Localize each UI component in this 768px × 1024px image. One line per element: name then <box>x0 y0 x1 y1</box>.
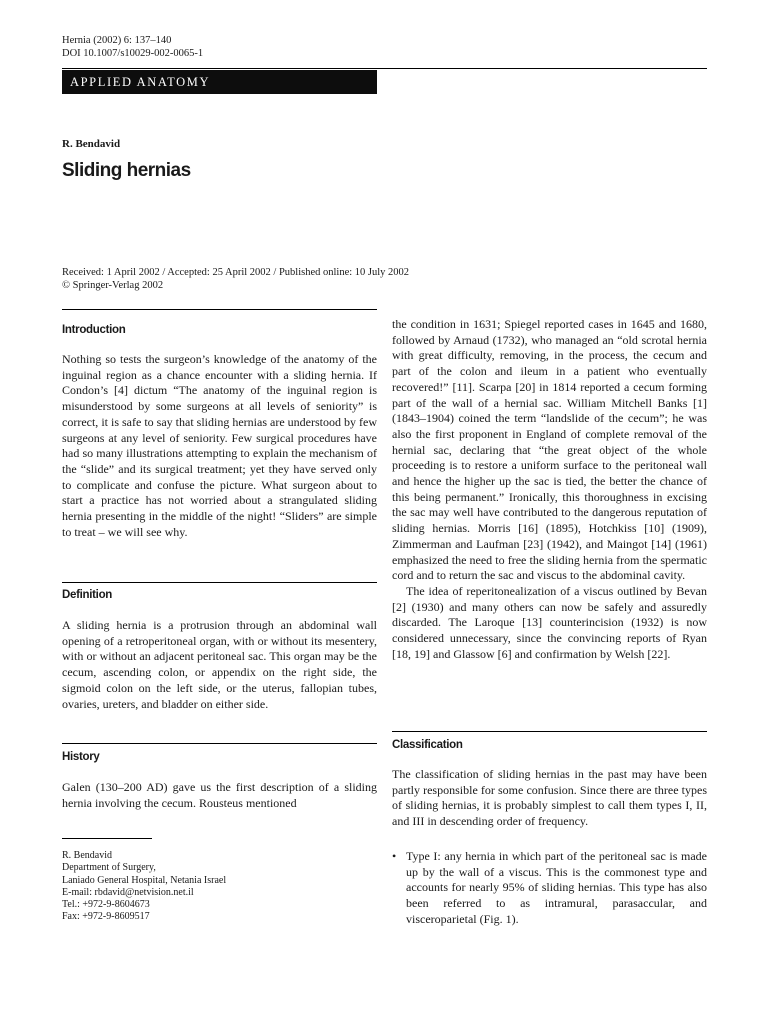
article-title: Sliding hernias <box>62 160 191 181</box>
section-label-banner: APPLIED ANATOMY <box>62 70 377 94</box>
footnote-rule <box>62 838 152 839</box>
heading-classification: Classification <box>392 739 463 751</box>
heading-history: History <box>62 751 100 763</box>
doi: DOI 10.1007/s10029-002-0065-1 <box>62 48 204 59</box>
footnote-fax: Fax: +972-9-8609517 <box>62 911 150 923</box>
footnote-email: E-mail: rbdavid@netvision.net.il <box>62 886 194 898</box>
footnote-phone: Tel.: +972-9-8604673 <box>62 899 150 911</box>
header-rule <box>62 68 707 69</box>
heading-introduction: Introduction <box>62 324 126 336</box>
classification-paragraph: The classification of sliding hernias in the past may have been partly responsible for some confusion. Since there are three types of sliding hernias, it is probably simplest to call them types I, II, and III in descending order of frequency. <box>392 767 707 829</box>
copyright: © Springer-Verlag 2002 <box>62 280 164 291</box>
section-rule <box>62 743 377 744</box>
history-paragraph-2: The idea of reperitonealization of a viscus outlined by Bevan [2] (1930) and many others can now be safely and assuredly discarded. The Laroque [13] counterincision (1932) is now considered unnecessary, since the convincing reports of Ryan [18, 19] and Glassow [6] and confirmation by Welsh [22]. <box>392 583 707 661</box>
footnote-name: R. Bendavid <box>62 850 112 861</box>
bullet-icon: • <box>392 849 397 863</box>
publication-dates: Received: 1 April 2002 / Accepted: 25 April 2002 / Published online: 10 July 2002 <box>62 267 410 278</box>
section-rule <box>62 309 377 310</box>
history-paragraph-start: Galen (130–200 AD) gave us the first description of a sliding hernia involving the cecum. Rousteus mentioned <box>62 780 377 810</box>
section-rule <box>392 731 707 732</box>
definition-paragraph: A sliding hernia is a protrusion through an abdominal wall opening of a retroperitoneal organ, with or without its mesentery, with or without an adjacent peritoneal sac. This organ may be the cecum, ascending colon, or appendix on the right side, the sigmoid colon on the left side, or the uterus, fallopian tubes, ovaries, ureters, and bladder on either side. <box>62 618 377 711</box>
author-name: R. Bendavid <box>62 138 121 150</box>
footnote-department: Department of Surgery, <box>62 862 156 874</box>
author-footnote <box>62 850 322 924</box>
heading-definition: Definition <box>62 589 113 601</box>
history-paragraph-continued: the condition in 1631; Spiegel reported cases in 1645 and 1680, followed by Arnaud (1732), who managed an “old scrotal hernia with great difficulty, removing, in the process, the cecum and part of the colon and ileum in a patient who eventually recovered!” [11]. Scarpa [20] in 1814 reported a cecum forming part of the wall of a hernial sac. William Mitchell Banks [1] (1843–1904) coined the term “landslide of the cecum”; he was also the first proponent in England of complete removal of the hernial sac, declaring that “the great object of the whole proceeding is to restore a uniform surface to the peritoneal wall and hence the higher up the sac is tied, the better the chance of this being permanent.” Ironically, this thoroughness in excising the sac may well have contributed to the dangerous reputation of sliding hernias. Morris [16] (1895), Hotchkiss [10] (1909), Zimmerman and Laufman [23] (1942), and Maingot [14] (1961) emphasized the need to free the sliding hernia from the spermatic cord and to return the sac and viscus to the abdominal cavity. <box>392 317 707 583</box>
journal-citation: Hernia (2002) 6: 137–140 <box>62 35 172 46</box>
footnote-hospital: Laniado General Hospital, Netania Israel <box>62 874 227 886</box>
section-rule <box>62 582 377 583</box>
introduction-paragraph: Nothing so tests the surgeon’s knowledge of the anatomy of the inguinal region as a chance encounter with a sliding hernia. If Condon’s [4] dictum “The anatomy of the inguinal region is misunderstood by some surgeons at all levels of seniority” is correct, it is safe to say that sliding hernias are understood by few surgeons at any level of seniority. Few surgical procedures have had so many illustrations attempting to explain the mechanism of the “slide” and its surgical treatment; yet they have served only to complicate and confuse the picture. What surgeon about to start a practice has not worried about a strangulated sliding hernia presenting in the middle of the night! “Sliders” are simple to treat – we will see why. <box>62 352 377 539</box>
type-1-description: Type I: any hernia in which part of the peritoneal sac is made up by the wall of a viscus. This is the commonest type and accounts for nearly 95% of sliding hernias. This type has also been referred to as intramural, parasaccular, and visceroparietal (Fig. 1). <box>406 849 707 926</box>
list-item-type-1 <box>392 849 707 928</box>
